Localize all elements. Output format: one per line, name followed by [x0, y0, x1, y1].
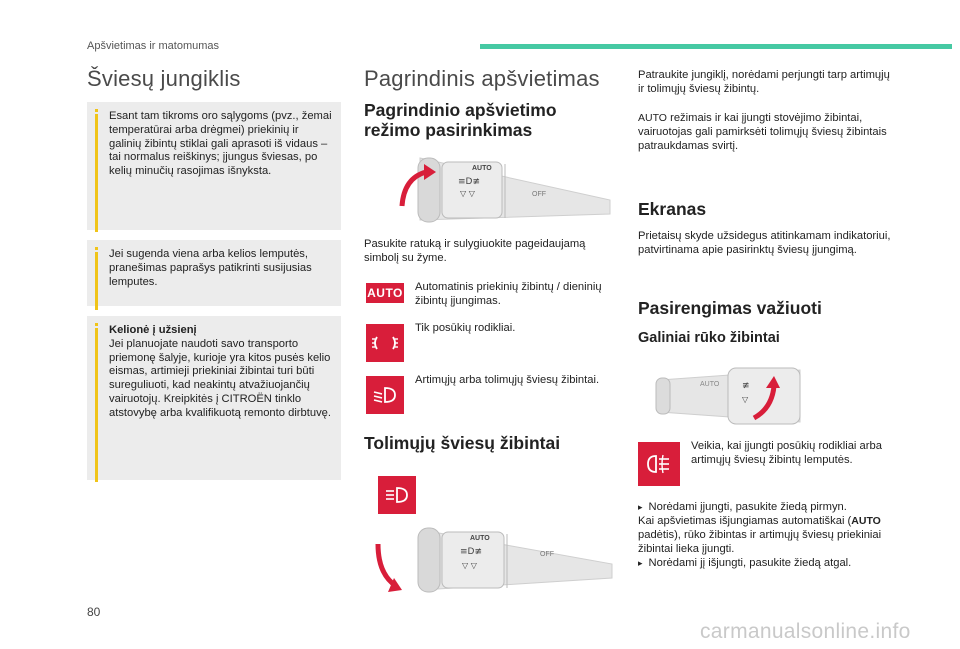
auto-flash-text: režimais ir kai įjungti stovėjimo žibintai, vairuotojas gali pamirksėti tolimųjų šviesų žibintais patraukdamas svirtį. [638, 112, 887, 152]
note-condensation [87, 102, 341, 230]
auto-inline-label: AUTO [851, 515, 881, 527]
stalk-off-label: OFF [540, 551, 554, 558]
subtitle-line: režimo pasirinkimas [364, 120, 533, 140]
svg-text:▽ ▽: ▽ ▽ [462, 561, 477, 570]
auto-mode-desc: Automatinis priekinių žibintų / dieninių žibintų įjungimas. [415, 281, 602, 307]
stalk-auto-label: AUTO [470, 535, 490, 542]
subtitle-line: Pagrindinio apšvietimo [364, 100, 557, 120]
auto-mode-badge: AUTO [366, 283, 404, 303]
auto-flash-paragraph [638, 112, 900, 153]
svg-text:≡D≢: ≡D≢ [460, 547, 483, 557]
ekranas-text: Prietaisų skyde užsidegus atitinkamam indikatoriui, patvirtinama apie pasirinktų šviesų įjungimą. [638, 230, 891, 256]
fog-stalk-illustration [650, 360, 900, 432]
auto-inline-label: AUTO [638, 112, 667, 124]
svg-text:≡D≢: ≡D≢ [458, 177, 481, 187]
note-marker [95, 328, 98, 482]
header-accent-bar [480, 44, 952, 49]
headlight-icon [371, 384, 399, 406]
main-lighting-title: Pagrindinis apšvietimas [364, 66, 600, 91]
rotate-instruction: Pasukite ratuką ir sulygiuokite pageidaujamą simbolį su žyme. [364, 238, 586, 264]
svg-text:▽: ▽ [742, 395, 749, 404]
note-text: Esant tam tikroms oro sąlygoms (pvz., žemai temperatūrai arba drėgmei) priekinių ir galinių žibintų stiklai gali aprasoti iš vidaus – tai normalus reiškinys; įjungus šviesas, po kelių minučių rasojimas išnyksta. [109, 110, 332, 178]
fog-step-text: Norėdami jį išjungti, pasukite žiedą atgal. [648, 557, 852, 569]
arrow-bullet-icon: ▸ [638, 558, 643, 568]
stalk-auto-label: AUTO [472, 165, 492, 172]
stalk-illustration-pull [372, 520, 617, 600]
left-title: Šviesų jungiklis [87, 66, 241, 91]
high-beam-icon [378, 476, 416, 514]
side-lights-icon [366, 324, 404, 362]
note-title: Kelionė į užsienį [109, 324, 197, 336]
stalk-auto-label: AUTO [700, 381, 720, 388]
fog-step-text: Norėdami įjungti, pasukite žiedą pirmyn. [648, 501, 847, 513]
rear-fog-light-icon [644, 452, 674, 476]
rear-fog-icon [638, 442, 680, 486]
note-travel-abroad [87, 316, 341, 480]
pasirengimas-title: Pasirengimas važiuoti [638, 298, 822, 318]
parking-lights-icon [371, 333, 399, 353]
note-marker [95, 252, 98, 310]
svg-text:≢: ≢ [742, 381, 750, 391]
dipped-beam-desc: Artimųjų arba tolimųjų šviesų žibintai. [415, 374, 600, 386]
rear-fog-desc: Veikia, kai įjungti posūkių rodikliai arba artimųjų šviesų žibintų lemputės. [691, 440, 882, 466]
high-beam-title: Tolimųjų šviesų žibintai [364, 433, 561, 453]
section-title: Apšvietimas ir matomumas [87, 40, 220, 52]
fog-step-on [638, 501, 903, 515]
stalk-illustration-rotate [380, 148, 615, 230]
main-beam-icon [383, 484, 411, 506]
ekranas-title: Ekranas [638, 199, 707, 219]
mode-selection-subtitle [364, 100, 557, 140]
dipped-beam-icon [366, 376, 404, 414]
note-text: Jei sugenda viena arba kelios lemputės, pranešimas paprašys patikrinti susijusias lemputes. [109, 248, 312, 288]
stalk-off-label: OFF [532, 191, 546, 198]
note-marker [95, 114, 98, 232]
side-lights-desc: Tik posūkių rodikliai. [415, 322, 516, 334]
svg-text:▽ ▽: ▽ ▽ [460, 189, 475, 198]
switch-instruction: Patraukite jungiklį, norėdami perjungti tarp artimųjų ir tolimųjų šviesų žibintų. [638, 69, 890, 95]
fog-note-text: Kai apšvietimas išjungiamas automatiškai ( [638, 515, 852, 527]
fog-auto-note [638, 515, 900, 556]
note-text: Jei planuojate naudoti savo transporto priemonę šalyje, kurioje yra kitos pusės kelio eismas, artimieji priekiniai žibintai turi būti sureguliuoti, kad neakintų atvažiuojančių vairuotojų. Kreipkitės į CITROËN tinklo atstovybę arba kvalifikuotą remonto dirbtuvę. [109, 337, 332, 419]
fog-note-text: padėtis), rūko žibintas ir artimųjų šviesų priekiniai žibintai lieka įjungti. [638, 528, 882, 555]
arrow-bullet-icon: ▸ [638, 502, 643, 512]
fog-step-off [638, 557, 903, 571]
watermark: carmanualsonline.info [700, 620, 911, 643]
rear-fog-title: Galiniai rūko žibintai [638, 330, 780, 346]
note-bulb-failure [87, 240, 341, 306]
page-number: 80 [87, 605, 101, 619]
